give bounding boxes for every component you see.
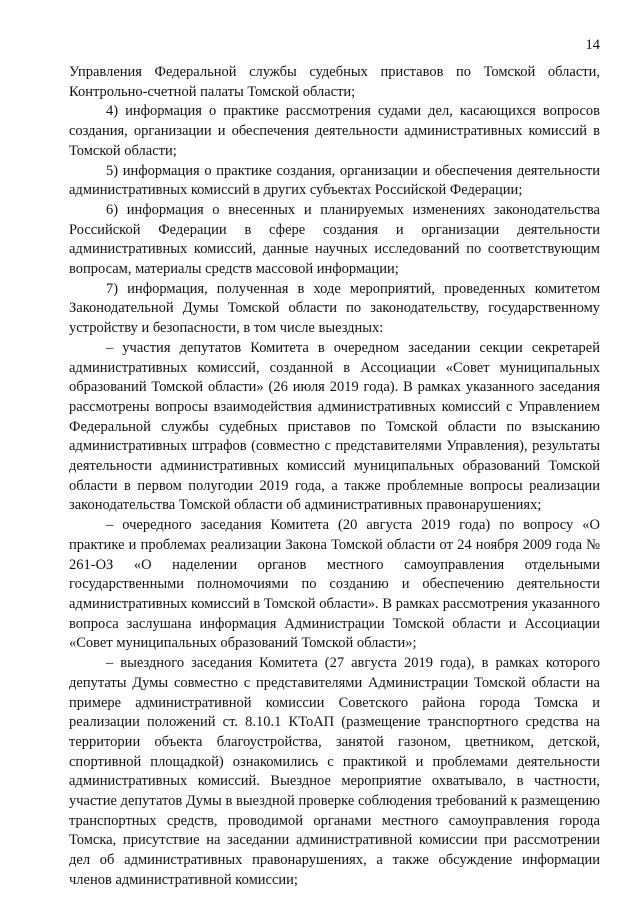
paragraph-dash-committee-meeting: – очередного заседания Комитета (20 августа 2019 года) по вопросу «О практике и проблемах реализации Закона Томской области от 24 ноября 2009 года № 261-ОЗ «О наделении органов местного самоуправления отдельными государственными полномочиями по созданию и обеспечению деятельности административных комиссий в Томской области». В рамках рассмотрения указанного вопроса заслушана информация Администрации Томской области и Ассоциации «Совет муниципальных образований Томской области»; bbox=[69, 517, 600, 652]
paragraph-item-5: 5) информация о практике создания, организации и обеспечения деятельности административных комиссий в других субъектах Российской Федерации; bbox=[69, 162, 600, 199]
paragraph-continuation: Управления Федеральной службы судебных приставов по Томской области, Контрольно-счетной палаты Томской области; bbox=[69, 64, 600, 100]
paragraph-item-6: 6) информация о внесенных и планируемых изменениях законодательства Российской Федерации в сфере создания и организации деятельности административных комиссий, данные научных исследований по соответствующим вопросам, материалы средств массовой информации; bbox=[69, 201, 600, 278]
paragraph-dash-section-meeting: – участия депутатов Комитета в очередном заседании секции секретарей административных комиссий, созданной в Ассоциации «Совет муниципальных образований Томской области» (26 июля 2019 года). В рамках указанного заседания рассмотрены вопросы взаимодействия административных комиссий с Управлением Федеральной службы судебных приставов по Томской области по взысканию административных штрафов (совместно с представителями Управления), результаты деятельности административных комиссий муниципальных образований Томской области в первом полугодии 2019 года, а также проблемные вопросы реализации законодательства Томской области об административных правонарушениях; bbox=[69, 339, 600, 514]
paragraph-dash-field-meeting: – выездного заседания Комитета (27 августа 2019 года), в рамках которого депутаты Думы совместно с представителями Администрации Томской области на примере административной комиссии Советского района города Томска и реализации положений ст. 8.10.1 КТоАП (размещение транспортного средства на территории объекта благоустройства, занятой газоном, цветником, детской, спортивной площадкой) ознакомились с практикой и проблемами деятельности административных комиссий. Выездное мероприятие охватывало, в частности, участие депутатов Думы в выездной проверке соблюдения требований к размещению транспортных средств, проводимой органами местного самоуправления города Томска, присутствие на заседании административной комиссии при рассмотрении дел об административных правонарушениях, а также обсуждение информации членов административной комиссии; bbox=[69, 655, 600, 888]
page-number: 14 bbox=[585, 37, 600, 53]
paragraph-item-7: 7) информация, полученная в ходе мероприятий, проведенных комитетом Законодательной Думы Томской области по законодательству, государственному устройству и безопасности, в том числе выездных: bbox=[69, 280, 600, 337]
paragraph-item-4: 4) информация о практике рассмотрения судами дел, касающихся вопросов создания, организации и обеспечения деятельности административных комиссий в Томской области; bbox=[69, 103, 600, 159]
